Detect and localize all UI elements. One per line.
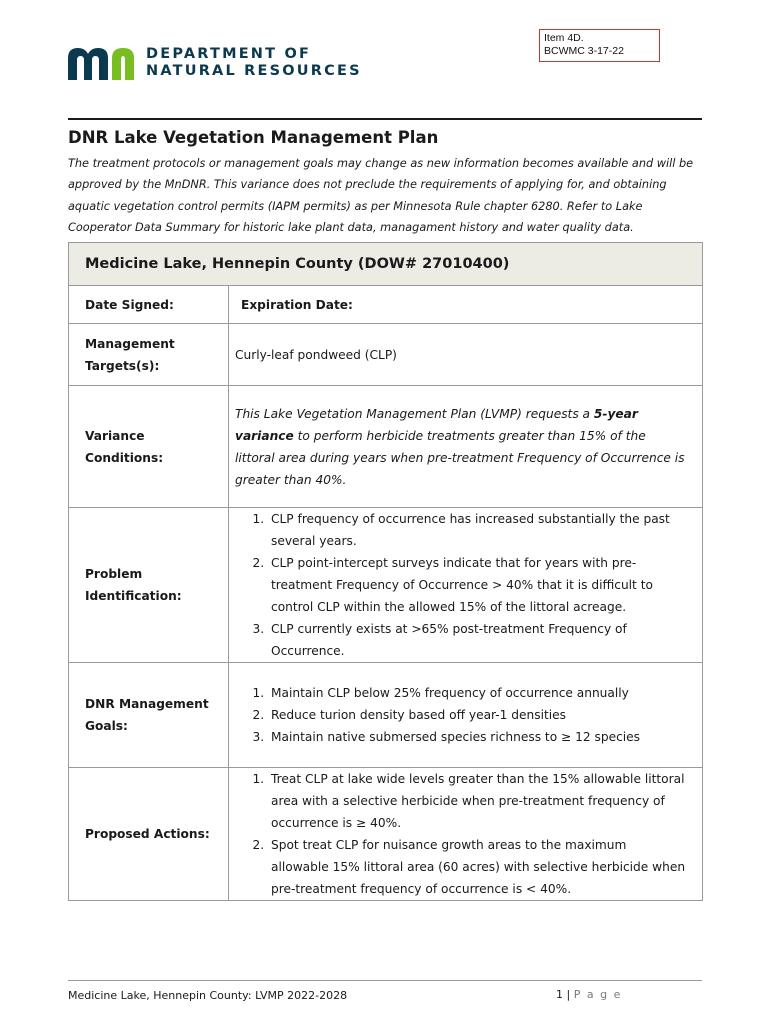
logo-line-2: NATURAL RESOURCES: [146, 63, 362, 79]
goals-list: [235, 682, 688, 748]
variance-value: [229, 386, 703, 508]
dnr-logo: [68, 46, 362, 80]
stamp-item-number: Item 4D.: [544, 32, 584, 44]
dates-row: [69, 286, 703, 324]
footer-page-indicator: [556, 988, 622, 1001]
logo-wordmark: [146, 46, 362, 80]
list-item: 2. Spot treat CLP for nuisance growth areas to the maximum allowable 15% littoral area (60 acres) with selective herbicide when pre-treatment frequency of occurrence is < 40%.: [268, 834, 688, 900]
actions-list: [235, 768, 688, 900]
targets-label: Management Targets(s):: [69, 324, 229, 386]
goals-value: [229, 663, 703, 768]
expiration-date-label: Expiration Date:: [229, 286, 703, 324]
list-item: 3. Maintain native submersed species richness to ≥ 12 species: [268, 726, 688, 748]
header-rule: [68, 118, 702, 120]
page-number: 1: [556, 988, 563, 1001]
footer-document-name: Medicine Lake, Hennepin County: LVMP 2022-2028: [68, 989, 348, 1002]
document-title: DNR Lake Vegetation Management Plan: [68, 128, 439, 147]
problem-value: [229, 508, 703, 663]
problem-row: [69, 508, 703, 663]
plan-table: [68, 242, 703, 901]
actions-label: Proposed Actions:: [69, 768, 229, 901]
footer-rule: [68, 980, 702, 981]
agenda-item-stamp: [539, 29, 660, 62]
variance-row: [69, 386, 703, 508]
goals-label: DNR Management Goals:: [69, 663, 229, 768]
table-header-row: [69, 243, 703, 286]
page-separator: |: [566, 988, 571, 1001]
targets-value: Curly-leaf pondweed (CLP): [229, 324, 703, 386]
problem-label: Problem Identification:: [69, 508, 229, 663]
list-item: 1. Maintain CLP below 25% frequency of occurrence annually: [268, 682, 688, 704]
variance-label: Variance Conditions:: [69, 386, 229, 508]
variance-text-end: to perform herbicide treatments greater than 15% of the littoral area during years when pre-treatment Frequency of Occurrence is greater than 40%.: [235, 428, 685, 487]
variance-highlight: 5-year variance: [235, 406, 638, 443]
list-item: 2. Reduce turion density based off year-1 densities: [268, 704, 688, 726]
targets-row: [69, 324, 703, 386]
actions-value: [229, 768, 703, 901]
list-item: 3. CLP currently exists at >65% post-treatment Frequency of Occurrence.: [268, 618, 688, 662]
intro-paragraph: The treatment protocols or management goals may change as new information becomes available and will be approved by the MnDNR. This variance does not preclude the requirements of applying for, and obtaining aquatic vegetation control permits (IAPM permits) as per Minnesota Rule chapter 6280. Refer to Lake Cooperator Data Summary for historic lake plant data, managament history and water quality data.: [68, 157, 694, 234]
list-item: 1. CLP frequency of occurrence has increased substantially the past several years.: [268, 508, 688, 552]
mn-logo-icon: [68, 46, 134, 80]
logo-line-1: DEPARTMENT OF: [146, 46, 312, 62]
problem-list: [235, 508, 688, 662]
list-item: 2. CLP point-intercept surveys indicate that for years with pre-treatment Frequency of Occurrence > 40% that it is difficult to control CLP within the allowed 15% of the littoral acreage.: [268, 552, 688, 618]
list-item: 1. Treat CLP at lake wide levels greater than the 15% allowable littoral area with a selective herbicide when pre-treatment frequency of occurrence is ≥ 40%.: [268, 768, 688, 834]
date-signed-label: Date Signed:: [69, 286, 229, 324]
lake-header: Medicine Lake, Hennepin County (DOW# 27010400): [69, 243, 703, 286]
page-label: P a g e: [573, 988, 622, 1001]
stamp-meeting-code: BCWMC 3-17-22: [544, 45, 624, 57]
goals-row: [69, 663, 703, 768]
actions-row: [69, 768, 703, 901]
variance-text-start: This Lake Vegetation Management Plan (LVMP) requests a: [235, 406, 594, 421]
